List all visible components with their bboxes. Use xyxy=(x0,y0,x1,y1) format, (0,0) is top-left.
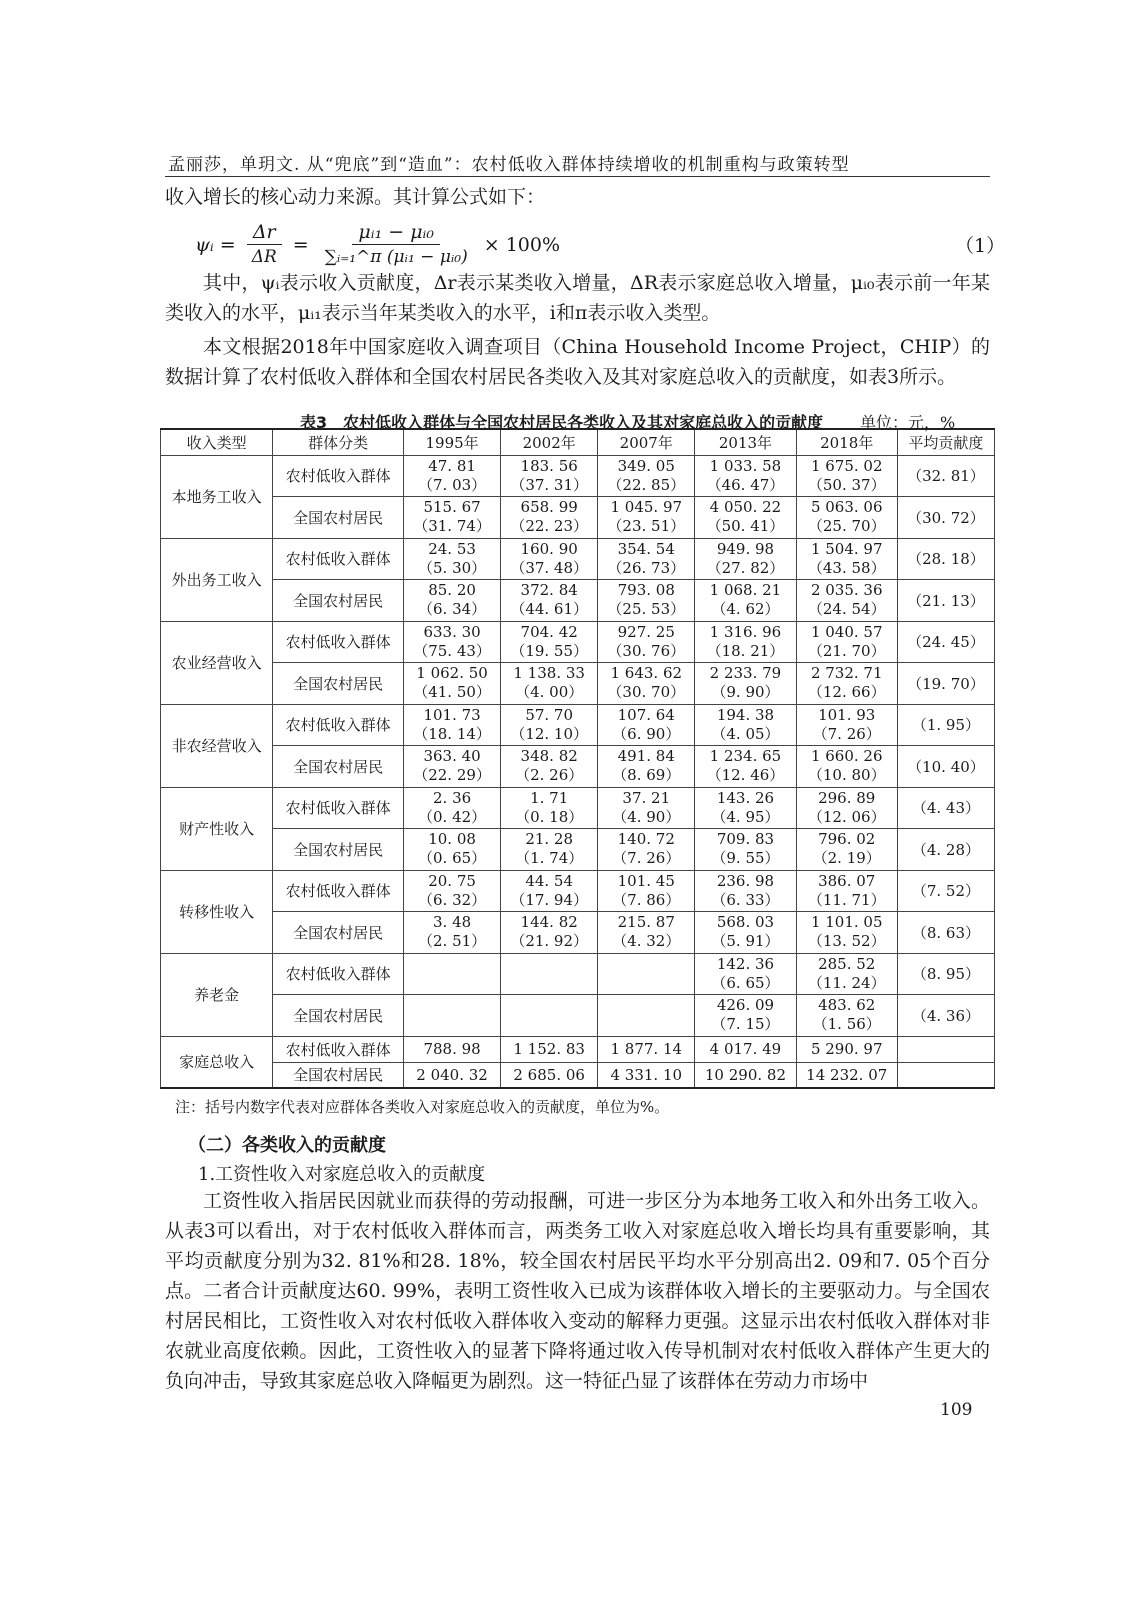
contribution-value: （9. 55） xyxy=(711,849,780,868)
group-cell: 全国农村居民 xyxy=(273,995,404,1037)
contribution-value: （30. 76） xyxy=(607,641,686,660)
income-value: 37. 21 xyxy=(622,788,671,807)
income-value: 927. 25 xyxy=(617,622,675,641)
income-value: 633. 30 xyxy=(423,622,481,641)
contribution-value: （6. 34） xyxy=(417,600,487,619)
contribution-value: （22. 29） xyxy=(413,766,491,785)
table-note: 注：括号内数字代表对应群体各类收入对家庭总收入的贡献度，单位为%。 xyxy=(175,1098,670,1116)
value-cell xyxy=(796,995,897,1037)
value-cell xyxy=(695,663,796,705)
value-cell xyxy=(598,870,695,912)
contribution-value: （1. 56） xyxy=(812,1015,881,1034)
value-cell xyxy=(796,497,897,539)
average-contribution-cell: （4. 43） xyxy=(897,787,994,829)
value-cell xyxy=(404,746,501,788)
average-contribution-cell: （10. 40） xyxy=(897,746,994,788)
value-cell xyxy=(796,746,897,788)
income-value: 796. 02 xyxy=(818,830,876,849)
value-cell xyxy=(501,621,598,663)
value-cell xyxy=(695,787,796,829)
contribution-value: （4. 00） xyxy=(515,683,584,702)
formula-tail: × 100% xyxy=(483,233,561,256)
income-value: 1 138. 33 xyxy=(513,664,585,683)
contribution-value: （19. 55） xyxy=(510,641,589,660)
total-row xyxy=(161,1062,995,1088)
contribution-value: （4. 62） xyxy=(711,600,780,619)
value-cell xyxy=(404,829,501,871)
section-subheading: 1.工资性收入对家庭总收入的贡献度 xyxy=(198,1164,486,1185)
group-cell: 农村低收入群体 xyxy=(273,621,404,663)
value-cell xyxy=(598,621,695,663)
income-value: 1 040. 57 xyxy=(810,622,883,641)
income-value: 1 234. 65 xyxy=(709,747,782,766)
table-header-cell: 群体分类 xyxy=(273,429,404,455)
average-contribution-cell: （19. 70） xyxy=(897,663,994,705)
value-cell xyxy=(695,704,796,746)
table-header-cell: 平均贡献度 xyxy=(897,429,994,455)
total-value-cell: 2 040. 32 xyxy=(404,1062,501,1088)
group-cell: 农村低收入群体 xyxy=(273,1036,404,1062)
total-value-cell: 1 877. 14 xyxy=(598,1036,695,1062)
contribution-value: （50. 37） xyxy=(807,475,886,494)
income-value: 3. 48 xyxy=(432,913,472,932)
income-table xyxy=(160,428,995,1089)
value-cell xyxy=(598,580,695,622)
value-cell xyxy=(598,829,695,871)
value-cell xyxy=(695,746,796,788)
contribution-value: （25. 70） xyxy=(807,517,886,536)
income-value: 515. 67 xyxy=(423,498,481,517)
value-cell xyxy=(598,455,695,497)
value-cell xyxy=(796,538,897,580)
average-contribution-cell: （24. 45） xyxy=(897,621,994,663)
value-cell xyxy=(501,912,598,954)
table-row xyxy=(161,870,995,912)
contribution-value: （26. 73） xyxy=(607,558,686,577)
contribution-value: （18. 21） xyxy=(706,641,785,660)
average-contribution-cell: （1. 95） xyxy=(897,704,994,746)
group-cell: 全国农村居民 xyxy=(273,663,404,705)
income-value: 483. 62 xyxy=(818,996,876,1015)
value-cell xyxy=(501,870,598,912)
value-cell xyxy=(501,953,598,995)
contribution-value: （0. 65） xyxy=(417,849,487,868)
value-cell xyxy=(404,912,501,954)
contribution-value: （25. 53） xyxy=(607,600,686,619)
average-contribution-cell: （8. 95） xyxy=(897,953,994,995)
average-contribution-cell: （8. 63） xyxy=(897,912,994,954)
value-cell xyxy=(501,829,598,871)
contribution-value: （7. 03） xyxy=(417,475,487,494)
average-contribution-cell: （30. 72） xyxy=(897,497,994,539)
section-heading: （二）各类收入的贡献度 xyxy=(188,1135,386,1156)
income-value: 1 033. 58 xyxy=(709,456,782,475)
value-cell xyxy=(695,497,796,539)
contribution-value: （6. 65） xyxy=(711,973,780,992)
value-cell xyxy=(695,621,796,663)
income-value: 236. 98 xyxy=(716,871,775,890)
contribution-value: （1. 74） xyxy=(515,849,584,868)
contribution-value: （30. 70） xyxy=(607,683,686,702)
formula-frac2-num: μᵢ₁ − μᵢ₀ xyxy=(352,220,440,245)
table-row xyxy=(161,746,995,788)
income-value: 2 035. 36 xyxy=(810,581,883,600)
contribution-value: （0. 42） xyxy=(417,807,487,826)
definitions-paragraph: 其中，ψᵢ表示收入贡献度，Δr表示某类收入增量，ΔR表示家庭总收入增量，μᵢ₀表示前一年某类收入的水平，μᵢ₁表示当年某类收入的水平，i和π表示收入类型。 xyxy=(165,272,990,324)
income-value: 1 101. 05 xyxy=(810,913,883,932)
average-contribution-cell: （21. 13） xyxy=(897,580,994,622)
contribution-value: （8. 69） xyxy=(612,766,681,785)
value-cell xyxy=(598,497,695,539)
income-value: 20. 75 xyxy=(428,871,476,890)
contribution-value: （9. 90） xyxy=(711,683,780,702)
intro-line: 收入增长的核心动力来源。其计算公式如下： xyxy=(165,186,546,208)
contribution-value: （7. 15） xyxy=(711,1015,780,1034)
income-type-cell: 农业经营收入 xyxy=(161,621,273,704)
section-body: 工资性收入指居民因就业而获得的劳动报酬，可进一步区分为本地务工收入和外出务工收入。从表3可以看出，对于农村低收入群体而言，两类务工收入对家庭总收入增长均具有重要影响，其平均贡献度分别为32. 81%和28. 18%，较全国农村居民平均水平分别高出2. 09和7. 05个百分点。二者合计贡献度达60. 99%，表明工资性收入已成为该群体收入增长的主要驱动力。与全国农村居民相比，工资性收入对农村低收入群体收入变动的解释力更强。这显示出农村低收入群体对非农就业高度依赖。因此，工资性收入的显著下降将通过收入传导机制对农村低收入群体产生更大的负向冲击，导致其家庭总收入降幅更为剧烈。这一特征凸显了该群体在劳动力市场中 xyxy=(165,1190,990,1392)
income-value: 1 504. 97 xyxy=(810,539,883,558)
contribution-value: （44. 61） xyxy=(510,600,589,619)
formula-fraction-1 xyxy=(246,220,283,269)
value-cell xyxy=(695,538,796,580)
header-rule xyxy=(165,176,990,177)
income-value: 194. 38 xyxy=(716,705,775,724)
value-cell xyxy=(404,704,501,746)
income-value: 491. 84 xyxy=(617,747,675,766)
value-cell xyxy=(695,870,796,912)
income-value: 372. 84 xyxy=(520,581,578,600)
data-source-paragraph: 本文根据2018年中国家庭收入调查项目（China Household Income Project，CHIP）的数据计算了农村低收入群体和全国农村居民各类收入及其对家庭总收入的贡献度，如表3所示。 xyxy=(165,336,990,388)
group-cell: 农村低收入群体 xyxy=(273,704,404,746)
income-value: 1 068. 21 xyxy=(709,581,782,600)
value-cell xyxy=(598,912,695,954)
table-row xyxy=(161,455,995,497)
value-cell xyxy=(598,538,695,580)
value-cell xyxy=(501,663,598,705)
value-cell xyxy=(598,746,695,788)
contribution-value: （6. 90） xyxy=(612,724,681,743)
income-value: 21. 28 xyxy=(525,830,574,849)
income-value: 140. 72 xyxy=(617,830,675,849)
contribution-value: （50. 41） xyxy=(706,517,785,536)
contribution-value: （13. 52） xyxy=(807,932,886,951)
value-cell xyxy=(695,995,796,1037)
formula-eq: = xyxy=(292,233,309,256)
total-value-cell: 788. 98 xyxy=(404,1036,501,1062)
total-row xyxy=(161,1036,995,1062)
contribution-value: （43. 58） xyxy=(807,558,886,577)
group-cell: 全国农村居民 xyxy=(273,580,404,622)
contribution-value: （18. 14） xyxy=(413,724,491,743)
group-cell: 全国农村居民 xyxy=(273,746,404,788)
contribution-value: （10. 80） xyxy=(807,766,886,785)
value-cell xyxy=(796,663,897,705)
contribution-value: （31. 74） xyxy=(413,517,491,536)
value-cell xyxy=(796,912,897,954)
contribution-value: （75. 43） xyxy=(413,641,491,660)
contribution-value: （41. 50） xyxy=(413,683,491,702)
value-cell xyxy=(796,455,897,497)
value-cell xyxy=(695,580,796,622)
table-row xyxy=(161,497,995,539)
income-type-cell: 家庭总收入 xyxy=(161,1036,273,1088)
table-row xyxy=(161,829,995,871)
total-value-cell: 4 017. 49 xyxy=(695,1036,796,1062)
page-number: 109 xyxy=(940,1400,973,1420)
value-cell xyxy=(501,995,598,1037)
formula-frac2-den: ∑ᵢ₌₁^π (μᵢ₁ − μᵢ₀) xyxy=(324,247,468,267)
table-unit: 单位：元，% xyxy=(860,413,956,432)
income-value: 658. 99 xyxy=(520,498,578,517)
value-cell xyxy=(404,995,501,1037)
income-value: 2 732. 71 xyxy=(810,664,883,683)
income-value: 24. 53 xyxy=(428,539,476,558)
income-value: 44. 54 xyxy=(525,871,574,890)
contribution-value: （46. 47） xyxy=(706,475,785,494)
value-cell xyxy=(501,787,598,829)
total-value-cell: 14 232. 07 xyxy=(796,1062,897,1088)
income-value: 349. 05 xyxy=(617,456,675,475)
value-cell xyxy=(501,704,598,746)
income-value: 183. 56 xyxy=(520,456,578,475)
contribution-value: （12. 10） xyxy=(510,724,589,743)
value-cell xyxy=(404,663,501,705)
income-value: 426. 09 xyxy=(716,996,775,1015)
income-value: 1. 71 xyxy=(530,788,569,807)
value-cell xyxy=(404,580,501,622)
value-cell xyxy=(796,787,897,829)
table-row xyxy=(161,704,995,746)
group-cell: 全国农村居民 xyxy=(273,829,404,871)
formula-frac1-num: Δr xyxy=(247,220,282,245)
income-value: 2 233. 79 xyxy=(709,664,782,683)
table-body xyxy=(161,455,995,1088)
income-value: 386. 07 xyxy=(818,871,876,890)
table-header-row xyxy=(161,429,995,455)
contribution-value: （5. 91） xyxy=(711,932,780,951)
income-value: 101. 45 xyxy=(617,871,675,890)
income-value: 10. 08 xyxy=(428,830,476,849)
contribution-value: （11. 24） xyxy=(807,973,886,992)
total-value-cell: 5 290. 97 xyxy=(796,1036,897,1062)
contribution-value: （23. 51） xyxy=(607,517,686,536)
income-type-cell: 本地务工收入 xyxy=(161,455,273,538)
contribution-value: （6. 32） xyxy=(417,890,487,909)
contribution-value: （4. 32） xyxy=(612,932,681,951)
table-row xyxy=(161,663,995,705)
value-cell xyxy=(404,953,501,995)
value-cell xyxy=(501,746,598,788)
contribution-value: （7. 26） xyxy=(812,724,881,743)
table-header-cell: 1995年 xyxy=(404,429,501,455)
average-contribution-cell: （7. 52） xyxy=(897,870,994,912)
value-cell xyxy=(598,704,695,746)
formula-frac1-den: ΔR xyxy=(251,247,277,267)
income-value: 142. 36 xyxy=(716,954,775,973)
contribution-value: （2. 26） xyxy=(515,766,584,785)
income-value: 101. 73 xyxy=(423,705,481,724)
contribution-value: （17. 94） xyxy=(510,890,589,909)
income-value: 354. 54 xyxy=(617,539,675,558)
income-value: 793. 08 xyxy=(617,581,675,600)
contribution-value: （22. 85） xyxy=(607,475,686,494)
contribution-value: （22. 23） xyxy=(510,517,589,536)
table-caption: 表3 农村低收入群体与全国农村居民各类收入及其对家庭总收入的贡献度 xyxy=(300,413,824,432)
average-contribution-cell xyxy=(897,1036,994,1062)
value-cell xyxy=(501,497,598,539)
formula-lhs: ψᵢ = xyxy=(195,233,236,256)
value-cell xyxy=(501,538,598,580)
value-cell xyxy=(501,580,598,622)
contribution-value: （24. 54） xyxy=(807,600,886,619)
value-cell xyxy=(404,538,501,580)
contribution-value: （37. 31） xyxy=(510,475,589,494)
income-value: 5 063. 06 xyxy=(810,498,883,517)
contribution-value: （27. 82） xyxy=(706,558,785,577)
income-value: 101. 93 xyxy=(818,705,876,724)
income-value: 285. 52 xyxy=(818,954,876,973)
formula xyxy=(195,220,560,269)
income-value: 1 675. 02 xyxy=(810,456,883,475)
average-contribution-cell: （32. 81） xyxy=(897,455,994,497)
income-value: 949. 98 xyxy=(716,539,775,558)
average-contribution-cell xyxy=(897,1062,994,1088)
value-cell xyxy=(695,953,796,995)
income-value: 348. 82 xyxy=(520,747,578,766)
group-cell: 农村低收入群体 xyxy=(273,870,404,912)
contribution-value: （21. 70） xyxy=(807,641,886,660)
running-head: 孟丽莎，单玥文. 从“兜底”到“造血”：农村低收入群体持续增收的机制重构与政策转型 xyxy=(168,155,850,175)
income-value: 47. 81 xyxy=(428,456,476,475)
value-cell xyxy=(404,621,501,663)
contribution-value: （4. 90） xyxy=(612,807,681,826)
value-cell xyxy=(598,787,695,829)
income-value: 57. 70 xyxy=(525,705,574,724)
income-value: 568. 03 xyxy=(716,913,775,932)
table-row xyxy=(161,621,995,663)
income-value: 107. 64 xyxy=(617,705,675,724)
group-cell: 农村低收入群体 xyxy=(273,538,404,580)
table-row xyxy=(161,912,995,954)
income-value: 1 045. 97 xyxy=(610,498,683,517)
total-value-cell: 4 331. 10 xyxy=(598,1062,695,1088)
table-header-cell: 2002年 xyxy=(501,429,598,455)
table-row xyxy=(161,995,995,1037)
value-cell xyxy=(796,704,897,746)
income-value: 1 062. 50 xyxy=(416,664,488,683)
group-cell: 全国农村居民 xyxy=(273,497,404,539)
average-contribution-cell: （4. 28） xyxy=(897,829,994,871)
average-contribution-cell: （28. 18） xyxy=(897,538,994,580)
income-value: 4 050. 22 xyxy=(709,498,782,517)
total-value-cell: 10 290. 82 xyxy=(695,1062,796,1088)
contribution-value: （12. 66） xyxy=(807,683,886,702)
average-contribution-cell: （4. 36） xyxy=(897,995,994,1037)
income-value: 2. 36 xyxy=(432,788,472,807)
contribution-value: （37. 48） xyxy=(510,558,589,577)
value-cell xyxy=(796,829,897,871)
table-row xyxy=(161,953,995,995)
income-value: 85. 20 xyxy=(428,581,476,600)
table-header-cell: 2018年 xyxy=(796,429,897,455)
group-cell: 农村低收入群体 xyxy=(273,787,404,829)
value-cell xyxy=(404,497,501,539)
table-row xyxy=(161,787,995,829)
value-cell xyxy=(695,455,796,497)
income-value: 215. 87 xyxy=(617,913,675,932)
value-cell xyxy=(796,953,897,995)
value-cell xyxy=(796,621,897,663)
income-value: 160. 90 xyxy=(520,539,578,558)
income-value: 1 643. 62 xyxy=(610,664,683,683)
income-type-cell: 外出务工收入 xyxy=(161,538,273,621)
contribution-value: （4. 95） xyxy=(711,807,780,826)
income-value: 296. 89 xyxy=(818,788,876,807)
contribution-value: （6. 33） xyxy=(711,890,780,909)
income-value: 1 660. 26 xyxy=(810,747,883,766)
group-cell: 农村低收入群体 xyxy=(273,953,404,995)
income-value: 1 316. 96 xyxy=(709,622,782,641)
value-cell xyxy=(404,787,501,829)
total-value-cell: 2 685. 06 xyxy=(501,1062,598,1088)
income-type-cell: 养老金 xyxy=(161,953,273,1036)
contribution-value: （0. 18） xyxy=(515,807,584,826)
table-row xyxy=(161,538,995,580)
value-cell xyxy=(501,455,598,497)
income-value: 363. 40 xyxy=(423,747,481,766)
value-cell xyxy=(404,870,501,912)
value-cell xyxy=(695,912,796,954)
group-cell: 农村低收入群体 xyxy=(273,455,404,497)
group-cell: 全国农村居民 xyxy=(273,1062,404,1088)
value-cell xyxy=(598,953,695,995)
income-type-cell: 转移性收入 xyxy=(161,870,273,953)
equation-number: （1） xyxy=(955,235,1006,257)
value-cell xyxy=(695,829,796,871)
contribution-value: （12. 46） xyxy=(706,766,785,785)
contribution-value: （2. 19） xyxy=(812,849,881,868)
formula-fraction-2 xyxy=(319,220,474,269)
income-value: 144. 82 xyxy=(520,913,578,932)
income-value: 143. 26 xyxy=(716,788,775,807)
value-cell xyxy=(598,663,695,705)
contribution-value: （11. 71） xyxy=(807,890,886,909)
contribution-value: （7. 26） xyxy=(612,849,681,868)
income-value: 704. 42 xyxy=(520,622,578,641)
value-cell xyxy=(796,870,897,912)
income-value: 709. 83 xyxy=(716,830,775,849)
table-header-cell: 2013年 xyxy=(695,429,796,455)
contribution-value: （12. 06） xyxy=(807,807,886,826)
table-header-cell: 2007年 xyxy=(598,429,695,455)
contribution-value: （5. 30） xyxy=(417,558,487,577)
contribution-value: （2. 51） xyxy=(417,932,487,951)
table-header-cell: 收入类型 xyxy=(161,429,273,455)
contribution-value: （7. 86） xyxy=(612,890,681,909)
value-cell xyxy=(404,455,501,497)
value-cell xyxy=(796,580,897,622)
contribution-value: （21. 92） xyxy=(510,932,589,951)
group-cell: 全国农村居民 xyxy=(273,912,404,954)
income-type-cell: 非农经营收入 xyxy=(161,704,273,787)
value-cell xyxy=(598,995,695,1037)
table-row xyxy=(161,580,995,622)
total-value-cell: 1 152. 83 xyxy=(501,1036,598,1062)
contribution-value: （4. 05） xyxy=(711,724,780,743)
income-type-cell: 财产性收入 xyxy=(161,787,273,870)
